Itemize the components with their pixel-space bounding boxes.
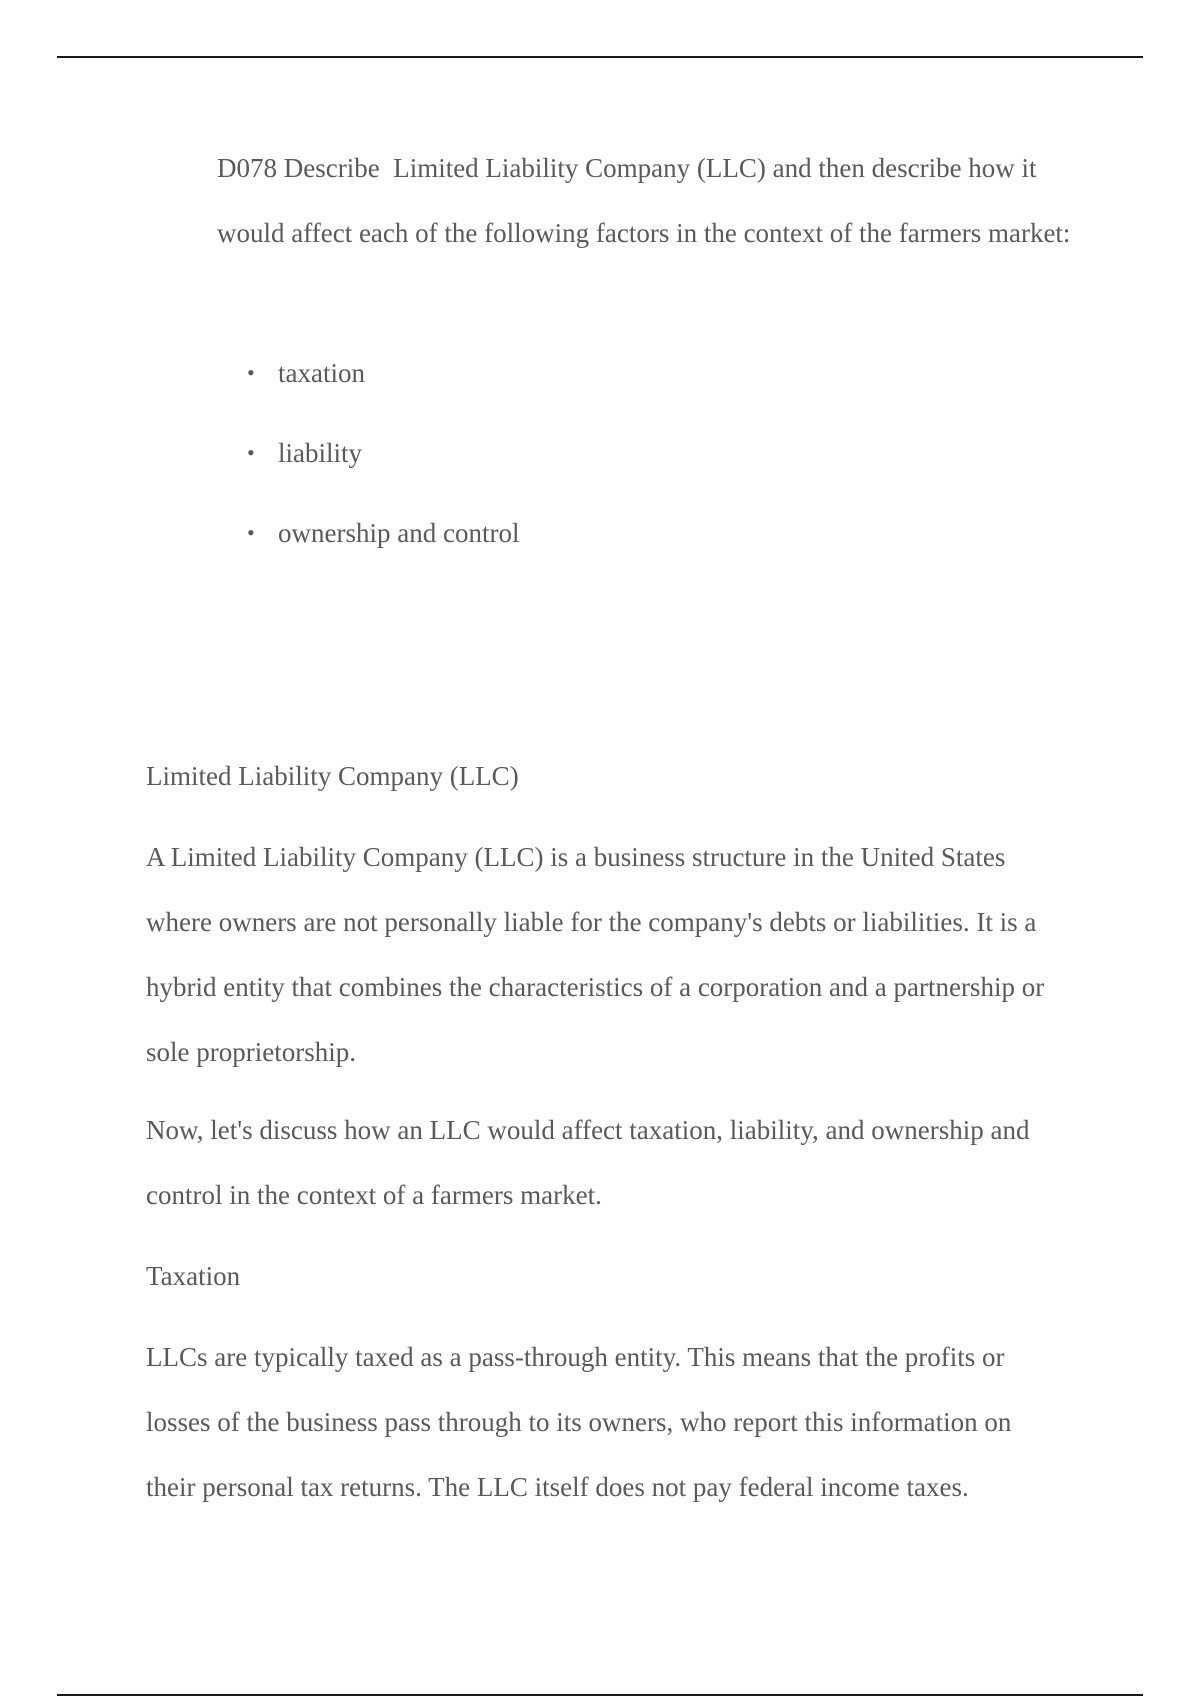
list-item	[217, 346, 519, 426]
factor-list	[217, 346, 519, 586]
page-header-rule	[57, 56, 1143, 58]
transition-paragraph: Now, let's discuss how an LLC would affect taxation, liability, and ownership and control in the context of a farmers market.	[146, 1115, 1030, 1210]
list-item-label: taxation	[278, 358, 365, 388]
list-item	[217, 506, 519, 586]
llc-definition-paragraph: A Limited Liability Company (LLC) is a business structure in the United States where owners are not personally liable for the company's debts or liabilities. It is a hybrid entity that combines the characteristics of a corporation and a partnership or sole proprietorship.	[146, 842, 1045, 1067]
bullet-icon: •	[247, 440, 255, 465]
assignment-prompt: D078 Describe Limited Liability Company (LLC) and then describe how it would affect each of the following factors in the context of the farmers market:	[217, 153, 1071, 248]
section-heading-llc: Limited Liability Company (LLC)	[146, 761, 519, 791]
bullet-icon: •	[247, 360, 255, 385]
list-item	[217, 426, 519, 506]
list-item-label: liability	[278, 438, 362, 468]
list-item-label: ownership and control	[278, 518, 520, 548]
taxation-paragraph: LLCs are typically taxed as a pass-through entity. This means that the profits or losses of the business pass through to its owners, who report this information on their personal tax returns. The LLC itself does not pay federal income taxes.	[146, 1342, 1012, 1502]
section-heading-taxation: Taxation	[146, 1261, 241, 1291]
bullet-icon: •	[247, 520, 255, 545]
page-footer-rule	[57, 1694, 1143, 1696]
